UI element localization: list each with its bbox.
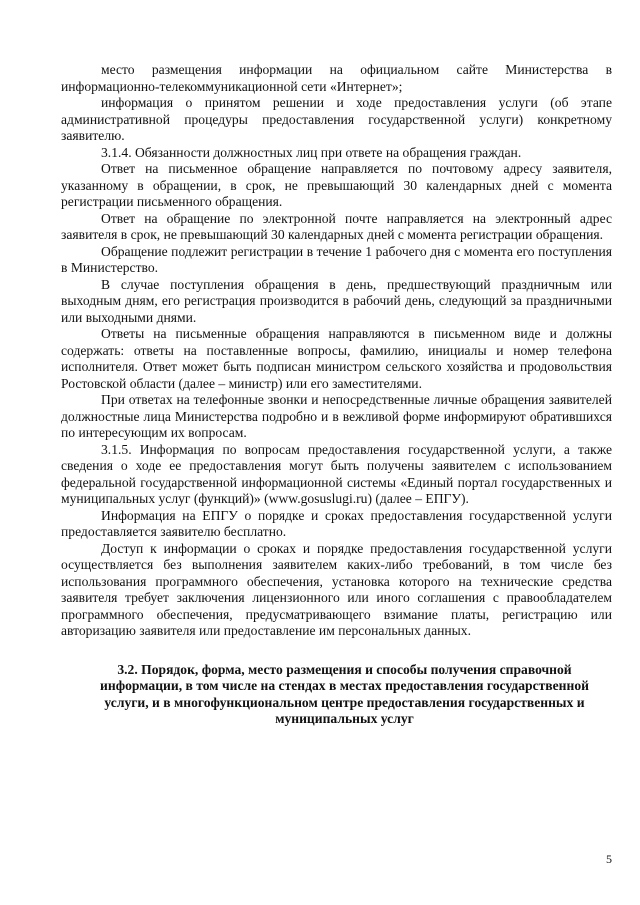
- paragraph: информация о принятом решении и ходе предоставления услуги (об этапе административной процедуры предоставления государственной услуги) конкретному заявителю.: [61, 95, 612, 143]
- paragraph: место размещения информации на официальном сайте Министерства в информационно-телекоммуникационной сети «Интернет»;: [61, 62, 612, 94]
- paragraph: 3.1.4. Обязанности должностных лиц при ответе на обращения граждан.: [101, 144, 522, 160]
- paragraph: Обращение подлежит регистрации в течение 1 рабочего дня с момента его поступления в Министерство.: [61, 243, 612, 275]
- page-number: 5: [606, 852, 612, 866]
- paragraph: 3.1.5. Информация по вопросам предоставления государственной услуги, а также сведения о ходе ее предоставления могут быть получены заявителем с использованием федеральной государственной информационной системы «Единый портал государственных и муниципальных услуг (функций)» (www.gosuslugi.ru) (далее – ЕПГУ).: [61, 441, 612, 506]
- paragraph: В случае поступления обращения в день, предшествующий праздничным или выходным дням, его регистрация производится в рабочий день, следующий за праздничными или выходными днями.: [61, 276, 612, 325]
- paragraph: Ответы на письменные обращения направляются в письменном виде и должны содержать: ответы на поставленные вопросы, фамилию, инициалы и номер телефона исполнителя. Ответ может быть подписан министром сельского хозяйства и продовольствия Ростовской области (далее – министр) или его заместителями.: [61, 326, 612, 391]
- paragraph: Ответ на обращение по электронной почте направляется на электронный адрес заявителя в срок, не превышающий 30 календарных дней с момента регистрации обращения.: [61, 210, 612, 242]
- paragraph: При ответах на телефонные звонки и непосредственные личные обращения заявителей должностные лица Министерства подробно и в вежливой форме информируют обратившихся по интересующим их вопросам.: [61, 392, 612, 440]
- paragraph: Доступ к информации о сроках и порядке предоставления государственной услуги осуществляется без выполнения заявителем каких-либо требований, в том числе без использования программного обеспечения, установка которого на технические средства заявителя требует заключения лицензионного или иного соглашения с правообладателем программного обеспечения, предусматривающего взимание платы, регистрацию или авторизацию заявителя или предоставление им персональных данных.: [61, 540, 612, 638]
- paragraph: Ответ на письменное обращение направляется по почтовому адресу заявителя, указанному в обращении, в срок, не превышающий 30 календарных дней с момента регистрации письменного обращения.: [61, 161, 612, 209]
- paragraph: Информация на ЕПГУ о порядке и сроках предоставления государственной услуги предоставляется заявителю бесплатно.: [61, 507, 612, 539]
- section-heading: 3.2. Порядок, форма, место размещения и способы получения справочной информации, в том числе на стендах в местах предоставления государственной услуги, и в многофункциональном центре предоставления государственных и муниципальных услуг: [100, 661, 589, 726]
